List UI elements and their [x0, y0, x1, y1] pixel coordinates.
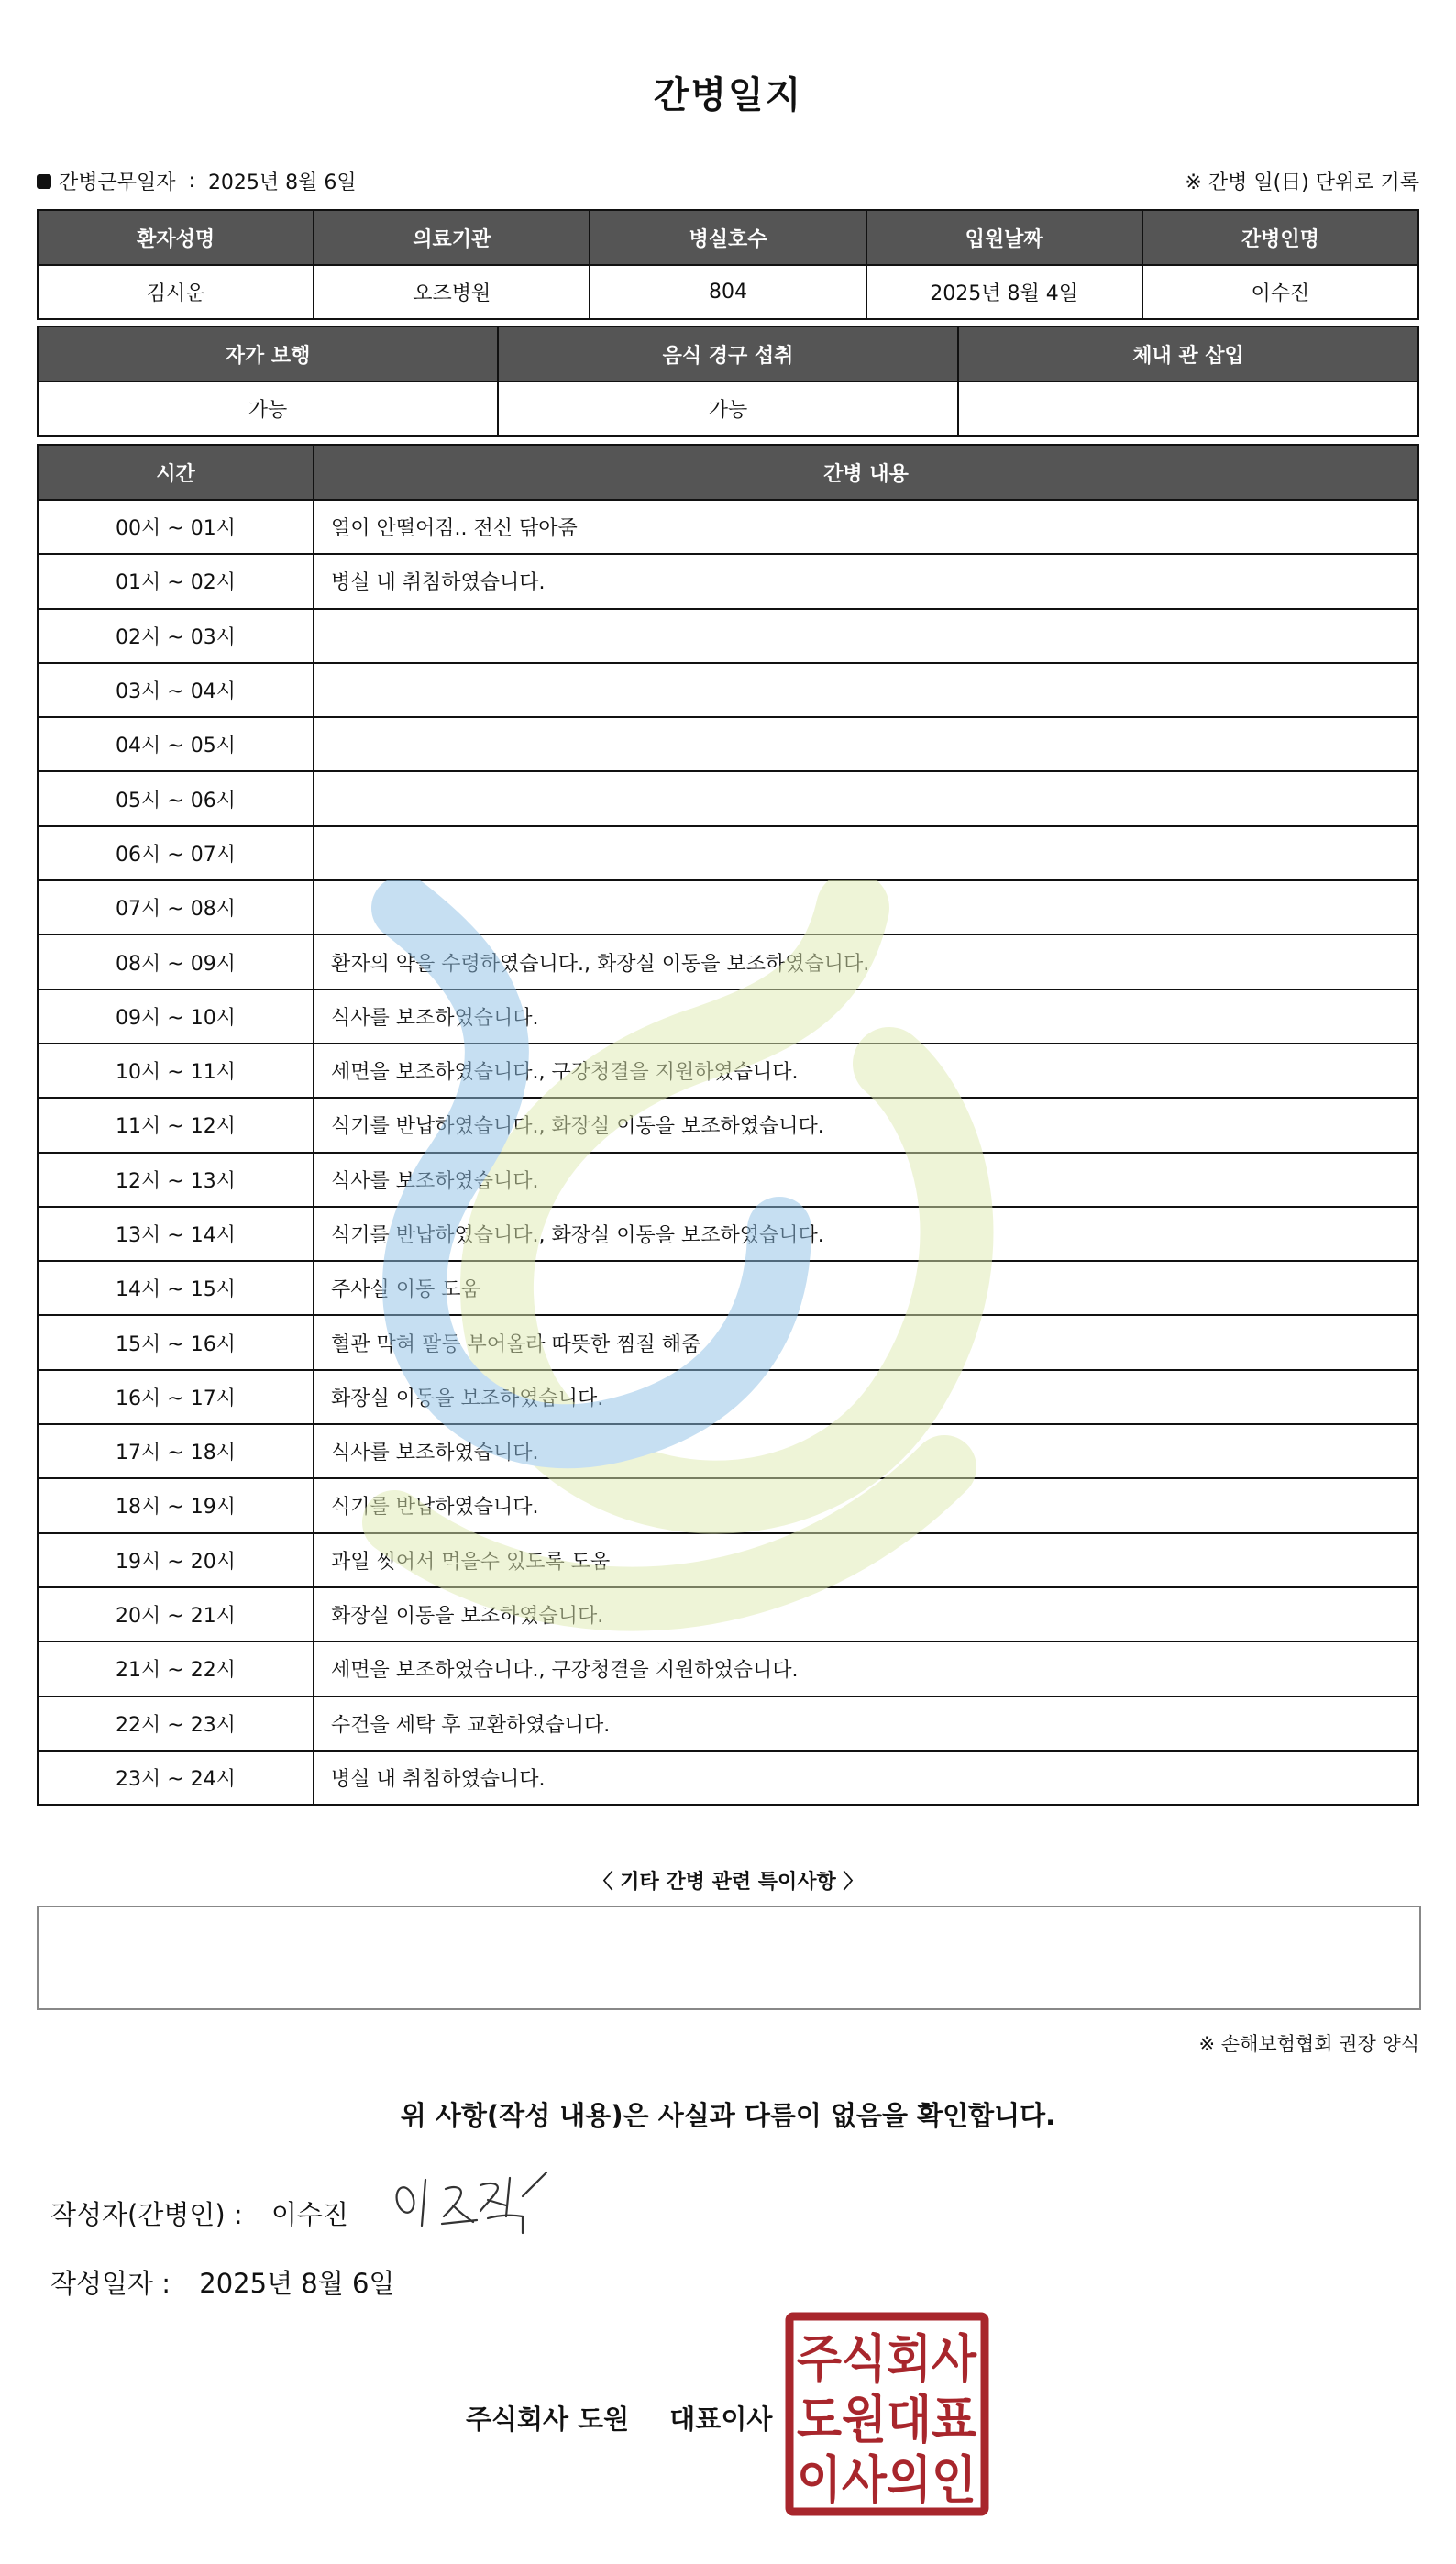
table-row [38, 1587, 1418, 1641]
time-slot: 19시 ~ 20시 [38, 1533, 314, 1587]
svg-text:주식회사: 주식회사 [797, 2330, 977, 2390]
status-header: 체내 관 삽입 [958, 326, 1418, 381]
care-content[interactable]: 세면을 보조하였습니다., 구강청결을 지원하였습니다. [314, 1044, 1418, 1098]
status-header: 자가 보행 [38, 326, 498, 381]
time-slot: 15시 ~ 16시 [38, 1315, 314, 1369]
care-content[interactable]: 식사를 보조하였습니다. [314, 1153, 1418, 1207]
table-row [38, 717, 1418, 771]
company-title: 대표이사 [669, 2404, 773, 2435]
patient-status-table [37, 326, 1419, 437]
table-row [38, 1370, 1418, 1424]
table-row [38, 1533, 1418, 1587]
care-content[interactable]: 화장실 이동을 보조하였습니다. [314, 1370, 1418, 1424]
work-date-value: 2025년 8월 6일 [207, 171, 357, 194]
status-header: 음식 경구 섭취 [498, 326, 958, 381]
care-content[interactable] [314, 663, 1418, 717]
hourly-care-log-table [37, 444, 1419, 1806]
care-content[interactable] [314, 880, 1418, 934]
content-header: 간병 내용 [314, 445, 1418, 500]
table-row [38, 609, 1418, 663]
time-slot: 14시 ~ 15시 [38, 1261, 314, 1315]
work-date [37, 167, 357, 195]
care-content[interactable]: 혈관 막혀 팔등 부어올라 따뜻한 찜질 해줌 [314, 1315, 1418, 1369]
handwritten-signature [385, 2169, 550, 2242]
page-title: 간병일지 [653, 74, 803, 116]
care-content[interactable]: 병실 내 취침하였습니다. [314, 554, 1418, 608]
table-row [38, 880, 1418, 934]
time-slot: 20시 ~ 21시 [38, 1587, 314, 1641]
care-content[interactable]: 환자의 약을 수령하였습니다., 화장실 이동을 보조하였습니다. [314, 934, 1418, 989]
special-notes-field[interactable] [37, 1906, 1421, 2010]
walking-status: 가능 [38, 381, 498, 436]
time-header: 시간 [38, 445, 314, 500]
time-slot: 11시 ~ 12시 [38, 1098, 314, 1152]
time-slot: 01시 ~ 02시 [38, 554, 314, 608]
table-row [38, 1424, 1418, 1478]
care-content[interactable]: 수건을 세탁 후 교환하였습니다. [314, 1696, 1418, 1751]
time-slot: 10시 ~ 11시 [38, 1044, 314, 1098]
care-content[interactable]: 식사를 보조하였습니다. [314, 1424, 1418, 1478]
table-row [38, 1315, 1418, 1369]
time-slot: 12시 ~ 13시 [38, 1153, 314, 1207]
time-slot: 02시 ~ 03시 [38, 609, 314, 663]
care-content[interactable] [314, 771, 1418, 825]
time-slot: 09시 ~ 10시 [38, 989, 314, 1044]
log-rows [38, 500, 1418, 1805]
care-content[interactable]: 세면을 보조하였습니다., 구강청결을 지원하였습니다. [314, 1641, 1418, 1696]
company-name: 주식회사 도원 [466, 2404, 630, 2435]
confirmation-statement: 위 사항(작성 내용)은 사실과 다름이 없음을 확인합니다. [400, 2100, 1056, 2131]
table-row [38, 1696, 1418, 1751]
table-row [38, 1098, 1418, 1152]
room-number: 804 [590, 265, 866, 319]
bullet-square-icon [37, 174, 51, 189]
table-row [38, 1153, 1418, 1207]
table-row [38, 1044, 1418, 1098]
time-slot: 16시 ~ 17시 [38, 1370, 314, 1424]
care-content[interactable]: 식기를 반납하였습니다., 화장실 이동을 보조하였습니다. [314, 1207, 1418, 1261]
table-row [38, 1478, 1418, 1532]
table-row [38, 1641, 1418, 1696]
work-date-separator: : [188, 170, 195, 193]
time-slot: 08시 ~ 09시 [38, 934, 314, 989]
care-content[interactable]: 식기를 반납하였습니다. [314, 1478, 1418, 1532]
patient-header: 의료기관 [314, 210, 590, 265]
care-content[interactable]: 열이 안떨어짐.. 전신 닦아줌 [314, 500, 1418, 554]
company-seal-icon [784, 2311, 990, 2517]
time-slot: 03시 ~ 04시 [38, 663, 314, 717]
table-row [38, 989, 1418, 1044]
patient-header: 환자성명 [38, 210, 314, 265]
care-content[interactable]: 과일 씻어서 먹을수 있도록 도움 [314, 1533, 1418, 1587]
writer-line [50, 2194, 348, 2232]
care-content[interactable]: 화장실 이동을 보조하였습니다. [314, 1587, 1418, 1641]
svg-text:이사의인: 이사의인 [797, 2451, 976, 2511]
writer-name: 이수진 [270, 2199, 348, 2230]
table-row [38, 554, 1418, 608]
patient-name: 김시운 [38, 265, 314, 319]
table-row [38, 1751, 1418, 1805]
table-row [38, 826, 1418, 880]
time-slot: 06시 ~ 07시 [38, 826, 314, 880]
time-slot: 17시 ~ 18시 [38, 1424, 314, 1478]
care-content[interactable]: 식사를 보조하였습니다. [314, 989, 1418, 1044]
time-slot: 23시 ~ 24시 [38, 1751, 314, 1805]
work-date-label: 간병근무일자 [59, 171, 176, 194]
caregiver-name: 이수진 [1142, 265, 1418, 319]
table-row [38, 771, 1418, 825]
hospital-name: 오즈병원 [314, 265, 590, 319]
table-row [38, 1261, 1418, 1315]
time-slot: 07시 ~ 08시 [38, 880, 314, 934]
table-row [38, 1207, 1418, 1261]
care-content[interactable]: 병실 내 취침하였습니다. [314, 1751, 1418, 1805]
day-unit-note: ※ 간병 일(日) 단위로 기록 [1185, 171, 1419, 194]
company-line [466, 2399, 772, 2437]
table-row [38, 663, 1418, 717]
form-standard-note: ※ 손해보험협회 권장 양식 [1198, 2033, 1419, 2055]
care-content[interactable]: 주사실 이동 도움 [314, 1261, 1418, 1315]
time-slot: 00시 ~ 01시 [38, 500, 314, 554]
care-content[interactable] [314, 826, 1418, 880]
tube-insertion-status [958, 381, 1418, 436]
write-date-line [50, 2263, 394, 2301]
patient-info-table [37, 209, 1419, 320]
time-slot: 21시 ~ 22시 [38, 1641, 314, 1696]
patient-header: 입원날짜 [866, 210, 1142, 265]
oral-intake-status: 가능 [498, 381, 958, 436]
care-content[interactable] [314, 717, 1418, 771]
write-date-value: 2025년 8월 6일 [199, 2268, 395, 2299]
time-slot: 05시 ~ 06시 [38, 771, 314, 825]
table-row [38, 934, 1418, 989]
time-slot: 13시 ~ 14시 [38, 1207, 314, 1261]
writer-label: 작성자(간병인) : [50, 2199, 243, 2230]
time-slot: 04시 ~ 05시 [38, 717, 314, 771]
table-row [38, 500, 1418, 554]
special-notes-title: 〈 기타 간병 관련 특이사항 〉 [592, 1871, 864, 1894]
patient-header: 간병인명 [1142, 210, 1418, 265]
care-content[interactable] [314, 609, 1418, 663]
patient-header: 병실호수 [590, 210, 866, 265]
time-slot: 18시 ~ 19시 [38, 1478, 314, 1532]
time-slot: 22시 ~ 23시 [38, 1696, 314, 1751]
admission-date: 2025년 8월 4일 [866, 265, 1142, 319]
write-date-label: 작성일자 : [50, 2268, 171, 2299]
care-content[interactable]: 식기를 반납하였습니다., 화장실 이동을 보조하였습니다. [314, 1098, 1418, 1152]
svg-text:도원대표: 도원대표 [797, 2391, 976, 2450]
